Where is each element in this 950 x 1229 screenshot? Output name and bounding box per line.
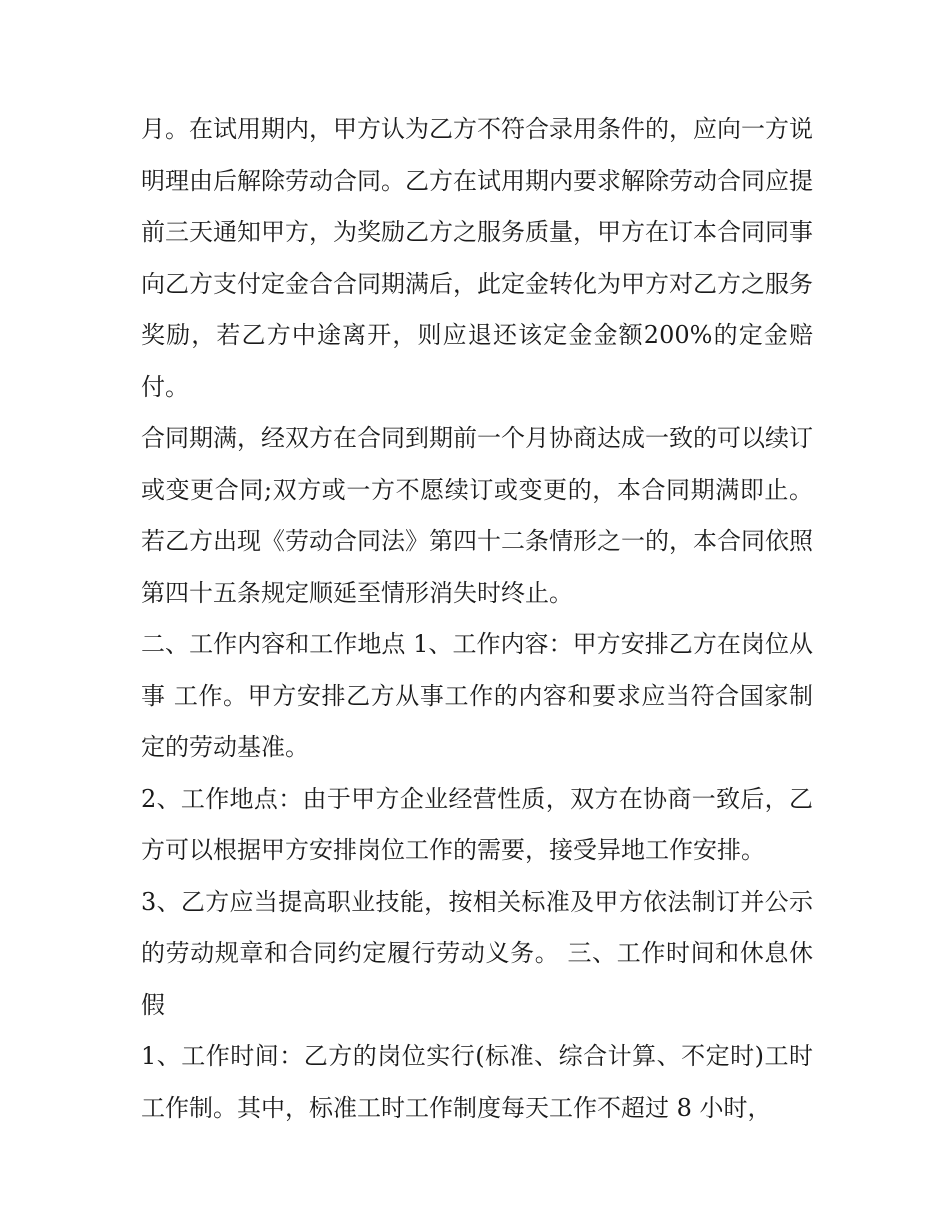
- paragraph-professional-skills: 3、乙方应当提高职业技能，按相关标准及甲方依法制订并公示的劳动规章和合同约定履行劳动义务。 三、工作时间和休息休假: [141, 887, 813, 1019]
- paragraph-probation-deposit: 月。在试用期内，甲方认为乙方不符合录用条件的，应向一方说明理由后解除劳动合同。乙方在试用期内要求解除劳动合同应提前三天通知甲方，为奖励乙方之服务质量，甲方在订本合同同事向乙方支付定金合合同期满后，此定金转化为甲方对乙方之服务奖励，若乙方中途离开，则应退还该定金金额200%的定金赔付。: [141, 115, 813, 401]
- document-body: [141, 104, 813, 1134]
- paragraph-working-hours: 1、工作时间：乙方的岗位实行(标准、综合计算、不定时)工时工作制。其中，标准工时工作制度每天工作不超过 8 小时，: [141, 1042, 813, 1122]
- paragraph-work-content: 二、工作内容和工作地点 1、工作内容：甲方安排乙方在岗位从事 工作。甲方安排乙方从事工作的内容和要求应当符合国家制定的劳动基准。: [141, 630, 813, 761]
- paragraph-work-location: 2、工作地点：由于甲方企业经营性质，双方在协商一致后，乙方可以根据甲方安排岗位工作的需要，接受异地工作安排。: [141, 784, 813, 864]
- paragraph-contract-expiry: 合同期满，经双方在合同到期前一个月协商达成一致的可以续订或变更合同;双方或一方不愿续订或变更的，本合同期满即止。若乙方出现《劳动合同法》第四十二条情形之一的，本合同依照第四十五条规定顺延至情形消失时终止。: [141, 424, 813, 607]
